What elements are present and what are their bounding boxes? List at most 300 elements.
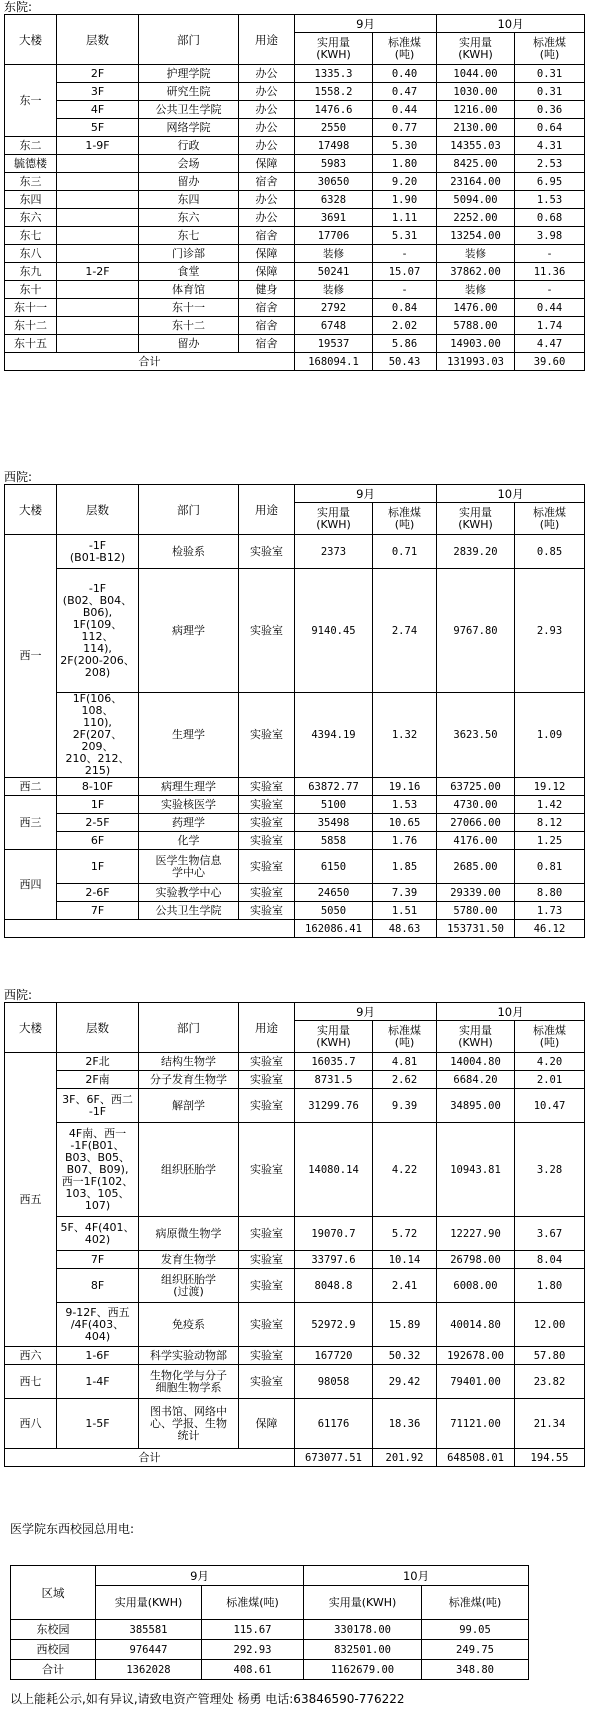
building-name: 毓德楼 [5, 155, 57, 173]
floor: 7F [57, 902, 139, 920]
building-name: 西三 [5, 796, 57, 850]
coal-oct: 1.74 [515, 317, 585, 335]
table-row [5, 850, 585, 884]
kwh-sep: 1476.6 [295, 101, 373, 119]
floor [57, 281, 139, 299]
department: 东七 [139, 227, 239, 245]
coal-oct: 23.82 [515, 1365, 585, 1399]
kwh-sep: 31299.76 [295, 1089, 373, 1123]
usage: 宿舍 [239, 299, 295, 317]
kwh-oct: 6684.20 [437, 1071, 515, 1089]
usage: 健身 [239, 281, 295, 299]
kwh-sep: 8731.5 [295, 1071, 373, 1089]
header-oct: 10月 [437, 1003, 585, 1021]
summary-header-oct: 10月 [304, 1566, 529, 1586]
coal-oct: 11.36 [515, 263, 585, 281]
summary-coal-sep: 408.61 [202, 1660, 304, 1680]
coal-oct: 8.80 [515, 884, 585, 902]
floor: 3F [57, 83, 139, 101]
coal-sep: 1.76 [373, 832, 437, 850]
table-row [5, 101, 585, 119]
building-name: 东十二 [5, 317, 57, 335]
usage: 实验室 [239, 902, 295, 920]
usage: 实验室 [239, 569, 295, 693]
building-name: 东九 [5, 263, 57, 281]
summary-section [10, 1565, 529, 1680]
usage: 宿舍 [239, 335, 295, 353]
building-name: 西七 [5, 1365, 57, 1399]
floor: 1F(106、108、 110), 2F(207、209、 210、212、 215) [57, 693, 139, 778]
kwh-oct: 5780.00 [437, 902, 515, 920]
kwh-oct: 14903.00 [437, 335, 515, 353]
table-row [5, 1123, 585, 1217]
total-kwh-oct: 648508.01 [437, 1449, 515, 1467]
kwh-sep: 17498 [295, 137, 373, 155]
kwh-oct: 装修 [437, 245, 515, 263]
total-kwh-sep: 168094.1 [295, 353, 373, 371]
coal-sep: 1.11 [373, 209, 437, 227]
building-name: 东四 [5, 191, 57, 209]
kwh-sep: 98058 [295, 1365, 373, 1399]
kwh-oct: 5788.00 [437, 317, 515, 335]
department: 免疫系 [139, 1303, 239, 1347]
summary-header-sep: 9月 [96, 1566, 304, 1586]
floor [57, 227, 139, 245]
usage: 实验室 [239, 832, 295, 850]
kwh-oct: 2685.00 [437, 850, 515, 884]
kwh-oct: 63725.00 [437, 778, 515, 796]
header-sep: 9月 [295, 485, 437, 503]
kwh-sep: 19070.7 [295, 1217, 373, 1251]
kwh-oct: 10943.81 [437, 1123, 515, 1217]
floor: 7F [57, 1251, 139, 1269]
header-building: 大楼 [5, 15, 57, 65]
coal-oct: 4.31 [515, 137, 585, 155]
coal-sep: 0.84 [373, 299, 437, 317]
table-row [5, 1071, 585, 1089]
floor: 4F [57, 101, 139, 119]
usage: 实验室 [239, 1053, 295, 1071]
building-name: 东一 [5, 65, 57, 137]
coal-sep: - [373, 245, 437, 263]
kwh-sep: 19537 [295, 335, 373, 353]
usage: 宿舍 [239, 317, 295, 335]
coal-sep: 4.81 [373, 1053, 437, 1071]
total-coal-sep: 201.92 [373, 1449, 437, 1467]
building-name: 西八 [5, 1399, 57, 1449]
kwh-oct: 1476.00 [437, 299, 515, 317]
summary-header-area: 区域 [11, 1566, 96, 1620]
floor: 1-9F [57, 137, 139, 155]
kwh-oct: 1216.00 [437, 101, 515, 119]
kwh-oct: 14355.03 [437, 137, 515, 155]
usage: 宿舍 [239, 173, 295, 191]
summary-area: 东校园 [11, 1620, 96, 1640]
usage: 办公 [239, 83, 295, 101]
usage: 保障 [239, 155, 295, 173]
coal-sep: 2.74 [373, 569, 437, 693]
department: 生物化学与分子 细胞生物学系 [139, 1365, 239, 1399]
coal-oct: 21.34 [515, 1399, 585, 1449]
table-row [5, 191, 585, 209]
table-row [5, 83, 585, 101]
coal-oct: 0.36 [515, 101, 585, 119]
summary-kwh-oct: 330178.00 [304, 1620, 422, 1640]
kwh-oct: 1030.00 [437, 83, 515, 101]
coal-sep: 7.39 [373, 884, 437, 902]
table-row [5, 335, 585, 353]
floor: 3F、6F、西二 -1F [57, 1089, 139, 1123]
west1-section [4, 470, 585, 938]
table-row [5, 299, 585, 317]
floor: 1-2F [57, 263, 139, 281]
floor: 2-5F [57, 814, 139, 832]
usage: 办公 [239, 119, 295, 137]
department: 公共卫生学院 [139, 902, 239, 920]
table-row [5, 1053, 585, 1071]
coal-sep: 10.65 [373, 814, 437, 832]
floor: 2F北 [57, 1053, 139, 1071]
table-row [5, 693, 585, 778]
building-name: 东三 [5, 173, 57, 191]
header-coal-oct: 标准煤 (吨) [515, 1021, 585, 1053]
kwh-sep: 63872.77 [295, 778, 373, 796]
header-use: 用途 [239, 15, 295, 65]
kwh-sep: 2550 [295, 119, 373, 137]
coal-sep: 0.47 [373, 83, 437, 101]
coal-oct: 0.64 [515, 119, 585, 137]
kwh-sep: 装修 [295, 281, 373, 299]
summary-area: 西校园 [11, 1640, 96, 1660]
table-row [5, 281, 585, 299]
total-coal-oct: 39.60 [515, 353, 585, 371]
usage: 办公 [239, 65, 295, 83]
department: 组织胚胎学 (过渡) [139, 1269, 239, 1303]
coal-oct: 0.31 [515, 65, 585, 83]
usage: 实验室 [239, 1269, 295, 1303]
kwh-sep: 6328 [295, 191, 373, 209]
table-row [5, 1303, 585, 1347]
header-kwh-oct: 实用量 (KWH) [437, 503, 515, 535]
coal-sep: 19.16 [373, 778, 437, 796]
coal-sep: 1.32 [373, 693, 437, 778]
department: 发育生物学 [139, 1251, 239, 1269]
coal-oct: 4.20 [515, 1053, 585, 1071]
coal-sep: 5.72 [373, 1217, 437, 1251]
summary-coal-oct: 249.75 [422, 1640, 529, 1660]
coal-oct: 0.85 [515, 535, 585, 569]
kwh-sep: 16035.7 [295, 1053, 373, 1071]
usage: 办公 [239, 101, 295, 119]
kwh-oct: 2130.00 [437, 119, 515, 137]
building-name: 西二 [5, 778, 57, 796]
department: 研究生院 [139, 83, 239, 101]
department: 病理生理学 [139, 778, 239, 796]
header-coal-oct: 标准煤 (吨) [515, 33, 585, 65]
coal-sep: 1.80 [373, 155, 437, 173]
kwh-sep: 167720 [295, 1347, 373, 1365]
table-row [5, 535, 585, 569]
kwh-sep: 5050 [295, 902, 373, 920]
coal-oct: 1.42 [515, 796, 585, 814]
department: 东十二 [139, 317, 239, 335]
summary-row [11, 1620, 529, 1640]
table-row [5, 569, 585, 693]
total-coal-sep: 50.43 [373, 353, 437, 371]
kwh-sep: 50241 [295, 263, 373, 281]
coal-sep: 29.42 [373, 1365, 437, 1399]
department: 门诊部 [139, 245, 239, 263]
table-row [5, 317, 585, 335]
kwh-sep: 4394.19 [295, 693, 373, 778]
header-floor: 层数 [57, 1003, 139, 1053]
summary-kwh-sep: 976447 [96, 1640, 202, 1660]
coal-oct: 8.04 [515, 1251, 585, 1269]
department: 化学 [139, 832, 239, 850]
kwh-oct: 5094.00 [437, 191, 515, 209]
kwh-sep: 6150 [295, 850, 373, 884]
usage: 实验室 [239, 884, 295, 902]
table-row [5, 227, 585, 245]
floor [57, 335, 139, 353]
kwh-sep: 61176 [295, 1399, 373, 1449]
coal-oct: 1.09 [515, 693, 585, 778]
header-coal-sep: 标准煤 (吨) [373, 1021, 437, 1053]
building-name: 东十 [5, 281, 57, 299]
total-label: 合计 [5, 1449, 295, 1467]
summary-kwh-sep: 385581 [96, 1620, 202, 1640]
summary-coal-oct: 99.05 [422, 1620, 529, 1640]
usage: 实验室 [239, 1071, 295, 1089]
kwh-sep: 2792 [295, 299, 373, 317]
building-name: 东六 [5, 209, 57, 227]
coal-oct: 12.00 [515, 1303, 585, 1347]
coal-oct: 0.68 [515, 209, 585, 227]
department: 会场 [139, 155, 239, 173]
header-coal-sep: 标准煤 (吨) [373, 33, 437, 65]
building-name: 东十一 [5, 299, 57, 317]
department: 病理学 [139, 569, 239, 693]
usage: 实验室 [239, 1365, 295, 1399]
usage: 宿舍 [239, 227, 295, 245]
total-kwh-oct: 153731.50 [437, 920, 515, 938]
floor: 1F [57, 850, 139, 884]
table-row [5, 1251, 585, 1269]
table-row [5, 884, 585, 902]
coal-sep: 1.53 [373, 796, 437, 814]
table-row [5, 173, 585, 191]
west1-section-title: 西院: [4, 470, 33, 484]
department: 医学生物信息 学中心 [139, 850, 239, 884]
footer-note: 以上能耗公示,如有异议,请致电资产管理处 杨勇 电话:63846590-776222 [10, 1692, 405, 1706]
coal-sep: 2.62 [373, 1071, 437, 1089]
kwh-sep: 5100 [295, 796, 373, 814]
coal-sep: 0.71 [373, 535, 437, 569]
floor [57, 245, 139, 263]
usage: 实验室 [239, 850, 295, 884]
total-kwh-sep: 162086.41 [295, 920, 373, 938]
header-coal-sep: 标准煤 (吨) [373, 503, 437, 535]
department: 食堂 [139, 263, 239, 281]
header-floor: 层数 [57, 15, 139, 65]
kwh-oct: 14004.80 [437, 1053, 515, 1071]
table-row [5, 814, 585, 832]
west2-section [4, 988, 585, 1467]
header-building: 大楼 [5, 485, 57, 535]
usage: 办公 [239, 209, 295, 227]
floor: -1F (B02、B04、 B06), 1F(109、112、 114), 2F(200-206、 208) [57, 569, 139, 693]
department: 留办 [139, 173, 239, 191]
summary-coal-oct: 348.80 [422, 1660, 529, 1680]
total-row [5, 353, 585, 371]
table-row [5, 263, 585, 281]
building-name: 西一 [5, 535, 57, 778]
kwh-sep: 35498 [295, 814, 373, 832]
usage: 保障 [239, 263, 295, 281]
usage: 实验室 [239, 1347, 295, 1365]
summary-row [11, 1640, 529, 1660]
floor: 2F南 [57, 1071, 139, 1089]
west1-table [4, 484, 585, 938]
coal-sep: 5.86 [373, 335, 437, 353]
summary-area: 合计 [11, 1660, 96, 1680]
usage: 实验室 [239, 1123, 295, 1217]
table-row [5, 832, 585, 850]
department: 网络学院 [139, 119, 239, 137]
table-row [5, 902, 585, 920]
kwh-sep: 3691 [295, 209, 373, 227]
usage: 实验室 [239, 796, 295, 814]
building-name: 东十五 [5, 335, 57, 353]
coal-oct: 1.80 [515, 1269, 585, 1303]
summary-kwh-oct: 832501.00 [304, 1640, 422, 1660]
coal-oct: 0.44 [515, 299, 585, 317]
floor: 1-4F [57, 1365, 139, 1399]
kwh-sep: 装修 [295, 245, 373, 263]
floor: 1F [57, 796, 139, 814]
header-use: 用途 [239, 1003, 295, 1053]
department: 生理学 [139, 693, 239, 778]
department: 留办 [139, 335, 239, 353]
table-row [5, 1269, 585, 1303]
total-coal-sep: 48.63 [373, 920, 437, 938]
usage: 办公 [239, 191, 295, 209]
kwh-oct: 37862.00 [437, 263, 515, 281]
kwh-oct: 34895.00 [437, 1089, 515, 1123]
header-dept: 部门 [139, 1003, 239, 1053]
usage: 实验室 [239, 535, 295, 569]
floor: 1-5F [57, 1399, 139, 1449]
building-name: 东二 [5, 137, 57, 155]
coal-sep: 2.02 [373, 317, 437, 335]
coal-oct: 19.12 [515, 778, 585, 796]
header-coal-oct: 标准煤 (吨) [515, 503, 585, 535]
coal-oct: 2.01 [515, 1071, 585, 1089]
kwh-sep: 8048.8 [295, 1269, 373, 1303]
department: 图书馆、网络中 心、学报、生物 统计 [139, 1399, 239, 1449]
kwh-oct: 4176.00 [437, 832, 515, 850]
kwh-oct: 8425.00 [437, 155, 515, 173]
floor: 2-6F [57, 884, 139, 902]
coal-sep: 9.39 [373, 1089, 437, 1123]
floor: 5F [57, 119, 139, 137]
floor [57, 155, 139, 173]
floor [57, 173, 139, 191]
usage: 保障 [239, 1399, 295, 1449]
kwh-sep: 2373 [295, 535, 373, 569]
department: 东四 [139, 191, 239, 209]
coal-oct: 1.73 [515, 902, 585, 920]
kwh-sep: 5858 [295, 832, 373, 850]
total-kwh-sep: 673077.51 [295, 1449, 373, 1467]
coal-sep: 1.90 [373, 191, 437, 209]
kwh-oct: 2252.00 [437, 209, 515, 227]
kwh-sep: 14080.14 [295, 1123, 373, 1217]
summary-coal-sep: 115.67 [202, 1620, 304, 1640]
total-coal-oct: 194.55 [515, 1449, 585, 1467]
floor: 8F [57, 1269, 139, 1303]
kwh-sep: 33797.6 [295, 1251, 373, 1269]
summary-kwh-oct: 1162679.00 [304, 1660, 422, 1680]
summary-coal-sep: 292.93 [202, 1640, 304, 1660]
table-row [5, 209, 585, 227]
kwh-oct: 23164.00 [437, 173, 515, 191]
header-sep: 9月 [295, 15, 437, 33]
coal-oct: 0.31 [515, 83, 585, 101]
department: 科学实验动物部 [139, 1347, 239, 1365]
west2-section-title: 西院: [4, 988, 33, 1002]
kwh-oct: 27066.00 [437, 814, 515, 832]
building-name: 西六 [5, 1347, 57, 1365]
coal-oct: 4.47 [515, 335, 585, 353]
kwh-oct: 装修 [437, 281, 515, 299]
coal-sep: 50.32 [373, 1347, 437, 1365]
floor: 4F南、西一 -1F(B01、 B03、B05、 B07、B09), 西一1F(102、 103、105、 107) [57, 1123, 139, 1217]
kwh-oct: 13254.00 [437, 227, 515, 245]
kwh-oct: 4730.00 [437, 796, 515, 814]
coal-sep: 9.20 [373, 173, 437, 191]
table-row [5, 1089, 585, 1123]
east-section [4, 0, 585, 371]
kwh-oct: 6008.00 [437, 1269, 515, 1303]
coal-sep: 2.41 [373, 1269, 437, 1303]
total-label: 合计 [5, 353, 295, 371]
usage: 实验室 [239, 693, 295, 778]
summary-header-kwh-sep: 实用量(KWH) [96, 1586, 202, 1620]
header-kwh-sep: 实用量 (KWH) [295, 503, 373, 535]
summary-title: 医学院东西校园总用电: [10, 1522, 135, 1536]
header-sep: 9月 [295, 1003, 437, 1021]
table-row [5, 119, 585, 137]
kwh-oct: 71121.00 [437, 1399, 515, 1449]
building-name: 西五 [5, 1053, 57, 1347]
header-kwh-oct: 实用量 (KWH) [437, 33, 515, 65]
header-kwh-sep: 实用量 (KWH) [295, 1021, 373, 1053]
table-row [5, 1399, 585, 1449]
kwh-sep: 1558.2 [295, 83, 373, 101]
department: 实验核医学 [139, 796, 239, 814]
kwh-oct: 40014.80 [437, 1303, 515, 1347]
coal-oct: 1.53 [515, 191, 585, 209]
east-table [4, 14, 585, 371]
usage: 实验室 [239, 778, 295, 796]
table-row [5, 1365, 585, 1399]
summary-kwh-sep: 1362028 [96, 1660, 202, 1680]
coal-sep: 15.89 [373, 1303, 437, 1347]
table-row [5, 155, 585, 173]
kwh-sep: 17706 [295, 227, 373, 245]
kwh-oct: 12227.90 [437, 1217, 515, 1251]
